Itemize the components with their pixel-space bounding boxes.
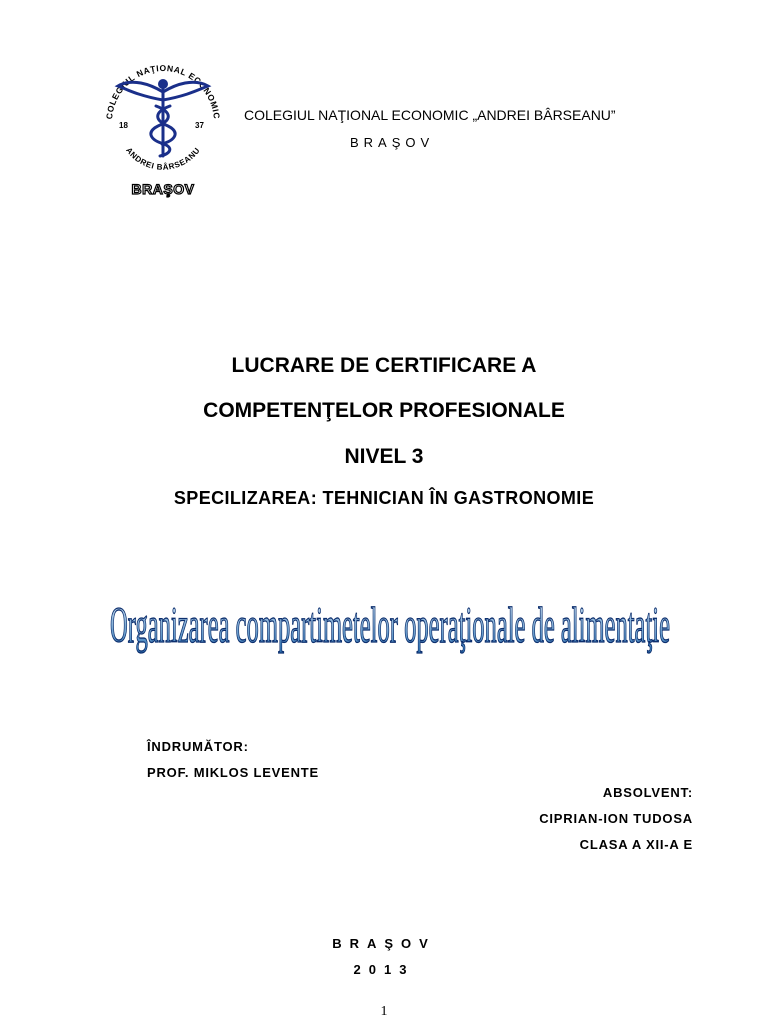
title-line-1: LUCRARE DE CERTIFICARE A bbox=[231, 354, 537, 377]
author-class: CLASA A XII-A E bbox=[579, 837, 693, 852]
author-name: CIPRIAN-ION TUDOSA bbox=[539, 811, 693, 826]
thesis-topic-wordart bbox=[100, 580, 680, 670]
title-line-3: NIVEL 3 bbox=[344, 445, 424, 468]
wordart-text: Organizarea compartimetelor operaţionale de alimentaţie bbox=[110, 596, 671, 654]
page-number: 1 bbox=[380, 1004, 388, 1019]
seal-year-right: 37 bbox=[195, 121, 204, 130]
seal-bottom-text: ANDREI BÂRSEANU bbox=[124, 145, 202, 172]
author-label: ABSOLVENT: bbox=[602, 785, 693, 800]
school-name: COLEGIUL NAŢIONAL ECONOMIC „ANDREI BÂRSEANU” bbox=[244, 107, 616, 123]
school-seal-logo bbox=[98, 56, 228, 206]
footer-city: BRAŞOV bbox=[332, 936, 436, 951]
supervisor-name: PROF. MIKLOS LEVENTE bbox=[147, 765, 320, 780]
seal-year-left: 18 bbox=[119, 121, 128, 130]
title-line-2: COMPETENŢELOR PROFESIONALE bbox=[203, 399, 565, 422]
seal-city-text: BRAŞOV bbox=[131, 181, 195, 197]
school-seal-graphic bbox=[98, 56, 228, 206]
author-block bbox=[539, 780, 693, 858]
specialization-line: SPECILIZAREA: TEHNICIAN ÎN GASTRONOMIE bbox=[173, 488, 595, 508]
caduceus-icon bbox=[118, 82, 208, 156]
school-city: BRAŞOV bbox=[350, 135, 435, 150]
supervisor-label: ÎNDRUMĂTOR: bbox=[147, 739, 249, 754]
footer-year: 2013 bbox=[353, 962, 415, 977]
supervisor-block bbox=[147, 734, 319, 786]
seal-top-text: COLEGIUL NAŢIONAL ECONOMIC bbox=[104, 62, 222, 120]
footer-block bbox=[0, 931, 768, 983]
